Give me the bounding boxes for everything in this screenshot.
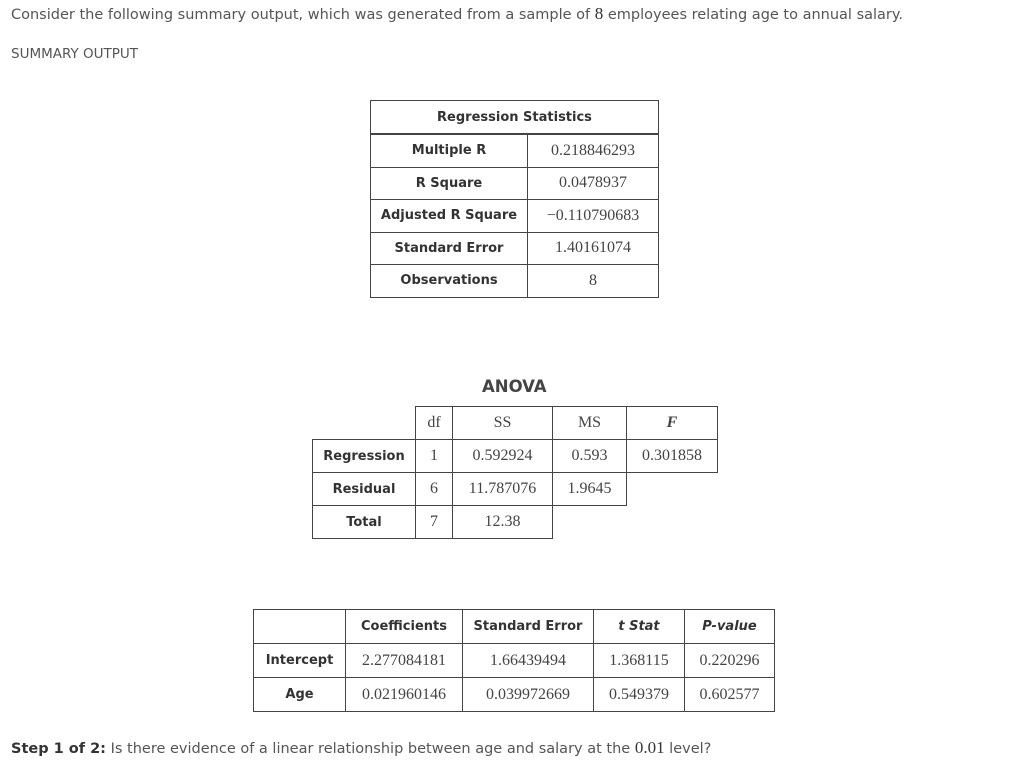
table-row <box>371 134 659 167</box>
stat-label: Observations <box>371 265 528 298</box>
coefficient-cell: 0.021960146 <box>346 678 463 712</box>
intro-text-after: employees relating age to annual salary. <box>603 7 904 23</box>
column-header-p-value: P-value <box>685 610 775 644</box>
sample-size: 8 <box>594 4 604 23</box>
table-row <box>254 678 775 712</box>
stat-label: Adjusted R Square <box>371 200 528 233</box>
empty-cell <box>627 506 718 539</box>
empty-cell <box>627 473 718 506</box>
stat-value: 8 <box>528 265 659 298</box>
df-cell: 1 <box>416 440 453 473</box>
ms-cell: 1.9645 <box>553 473 627 506</box>
table-header-row <box>254 610 775 644</box>
stat-label: Multiple R <box>371 134 528 167</box>
df-cell: 7 <box>416 506 453 539</box>
table-row <box>371 167 659 200</box>
coefficient-cell: 2.277084181 <box>346 644 463 678</box>
column-header-standard-error: Standard Error <box>463 610 594 644</box>
row-label: Age <box>254 678 346 712</box>
stat-value: 1.40161074 <box>528 232 659 265</box>
table-row <box>371 200 659 233</box>
significance-level: 0.01 <box>634 738 665 757</box>
stat-value: 0.0478937 <box>528 167 659 200</box>
stat-label: R Square <box>371 167 528 200</box>
f-cell: 0.301858 <box>627 440 718 473</box>
table-row <box>313 440 718 473</box>
coefficients-table <box>253 609 775 712</box>
column-header-df: df <box>416 407 453 440</box>
empty-cell <box>313 407 416 440</box>
standard-error-cell: 0.039972669 <box>463 678 594 712</box>
stat-value: −0.110790683 <box>528 200 659 233</box>
regression-statistics-title: Regression Statistics <box>371 101 659 135</box>
ss-cell: 11.787076 <box>453 473 553 506</box>
ss-cell: 0.592924 <box>453 440 553 473</box>
step-label: Step 1 of 2: <box>11 741 106 757</box>
row-label: Total <box>313 506 416 539</box>
stat-label: Standard Error <box>371 232 528 265</box>
step-text-after: level? <box>664 741 712 757</box>
column-header-coefficients: Coefficients <box>346 610 463 644</box>
t-stat-cell: 0.549379 <box>594 678 685 712</box>
p-value-cell: 0.602577 <box>685 678 775 712</box>
step-question <box>11 738 711 758</box>
t-stat-cell: 1.368115 <box>594 644 685 678</box>
standard-error-cell: 1.66439494 <box>463 644 594 678</box>
table-row <box>371 232 659 265</box>
ss-cell: 12.38 <box>453 506 553 539</box>
table-row <box>313 506 718 539</box>
table-header-row <box>313 407 718 440</box>
empty-cell <box>553 506 627 539</box>
column-header-ms: MS <box>553 407 627 440</box>
column-header-f: F <box>627 407 718 440</box>
question-intro <box>11 4 903 24</box>
regression-statistics-table <box>370 100 659 298</box>
column-header-t-stat <box>594 610 685 644</box>
column-header-ss: SS <box>453 407 553 440</box>
anova-title: ANOVA <box>482 377 547 396</box>
table-row <box>313 473 718 506</box>
df-cell: 6 <box>416 473 453 506</box>
stat-value: 0.218846293 <box>528 134 659 167</box>
intro-text-before: Consider the following summary output, which was generated from a sample of <box>11 7 595 23</box>
table-row <box>371 265 659 298</box>
row-label: Residual <box>313 473 416 506</box>
anova-table <box>312 406 718 539</box>
ms-cell: 0.593 <box>553 440 627 473</box>
row-label: Regression <box>313 440 416 473</box>
p-value-cell: 0.220296 <box>685 644 775 678</box>
table-row <box>254 644 775 678</box>
row-label: Intercept <box>254 644 346 678</box>
step-text-before: Is there evidence of a linear relationship between age and salary at the <box>105 741 635 757</box>
empty-cell <box>254 610 346 644</box>
summary-output-label: SUMMARY OUTPUT <box>11 46 139 62</box>
t-stat-header-text: t Stat <box>618 619 660 634</box>
